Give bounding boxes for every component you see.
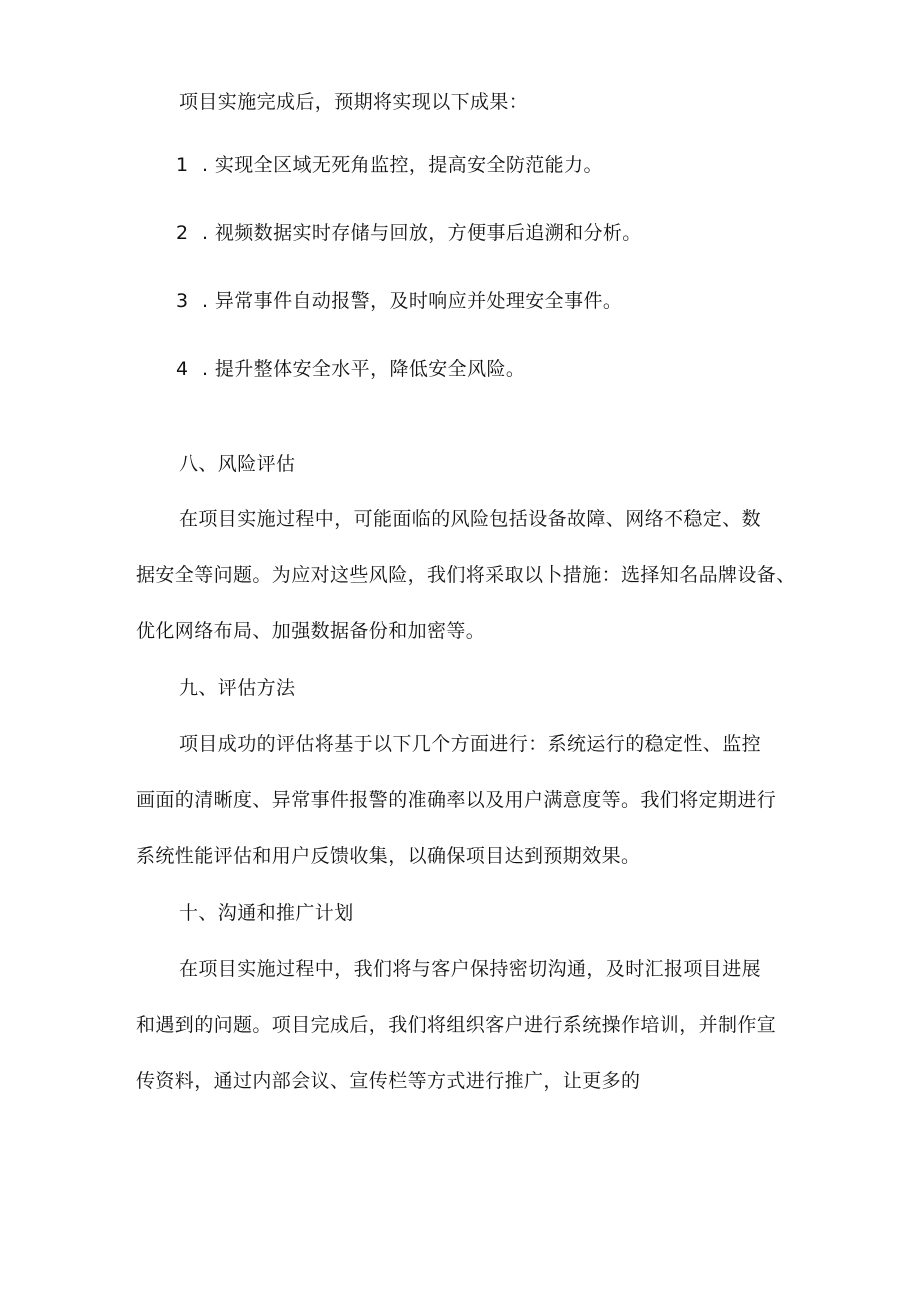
outcome-item-1: [176, 151, 603, 179]
section-heading-evaluation: 九、评估方法: [179, 677, 296, 699]
outcome-item-3: [176, 287, 622, 315]
outcome-text: . 异常事件自动报警，及时响应并处理安全事件。: [202, 290, 623, 312]
paragraph-line: 和遇到的问题。项目完成后，我们将组织客户进行系统操作培训，并制作宣: [136, 1014, 777, 1036]
section-heading-risk: 八、风险评估: [179, 453, 296, 475]
paragraph-line: 据安全等问题。为应对这些风险，我们将采取以卜措施：选择知名品牌设备、: [136, 564, 796, 586]
outcome-number: 1: [176, 154, 189, 176]
paragraph-line: 项目成功的评估将基于以下几个方面进行：系统运行的稳定性、监控: [179, 733, 762, 755]
outcome-number: 3: [176, 290, 189, 312]
outcome-text: . 实现全区域无死角监控，提高安全防范能力。: [202, 154, 603, 176]
section-heading-communication: 十、沟通和推广计划: [179, 902, 354, 924]
paragraph-line: 优化网络布局、加强数据备份和加密等。: [136, 620, 486, 642]
outcome-text: . 视频数据实时存储与回放，方便事后追溯和分析。: [202, 222, 642, 244]
outcome-item-2: [176, 219, 642, 247]
outcome-text: . 提升整体安全水平，降低安全风险。: [202, 358, 526, 380]
outcome-number: 2: [176, 222, 189, 244]
paragraph-line: 系统性能评估和用户反馈收集，以确保项目达到预期效果。: [136, 845, 641, 867]
intro-text: 项目实施完成后，预期将实现以下成果：: [179, 91, 529, 113]
paragraph-line: 画面的清晰度、异常事件报警的准确率以及用户满意度等。我们将定期进行: [136, 789, 777, 811]
outcome-item-4: [176, 355, 525, 383]
paragraph-line: 传资料，通过内部会议、宣传栏等方式进行推广，让更多的: [136, 1070, 641, 1092]
outcome-number: 4: [176, 358, 189, 380]
paragraph-line: 在项目实施过程中，可能面临的风险包括设备故障、网络不稳定、数: [179, 508, 762, 530]
paragraph-line: 在项目实施过程中，我们将与客户保持密切沟通，及时汇报项目进展: [179, 958, 762, 980]
